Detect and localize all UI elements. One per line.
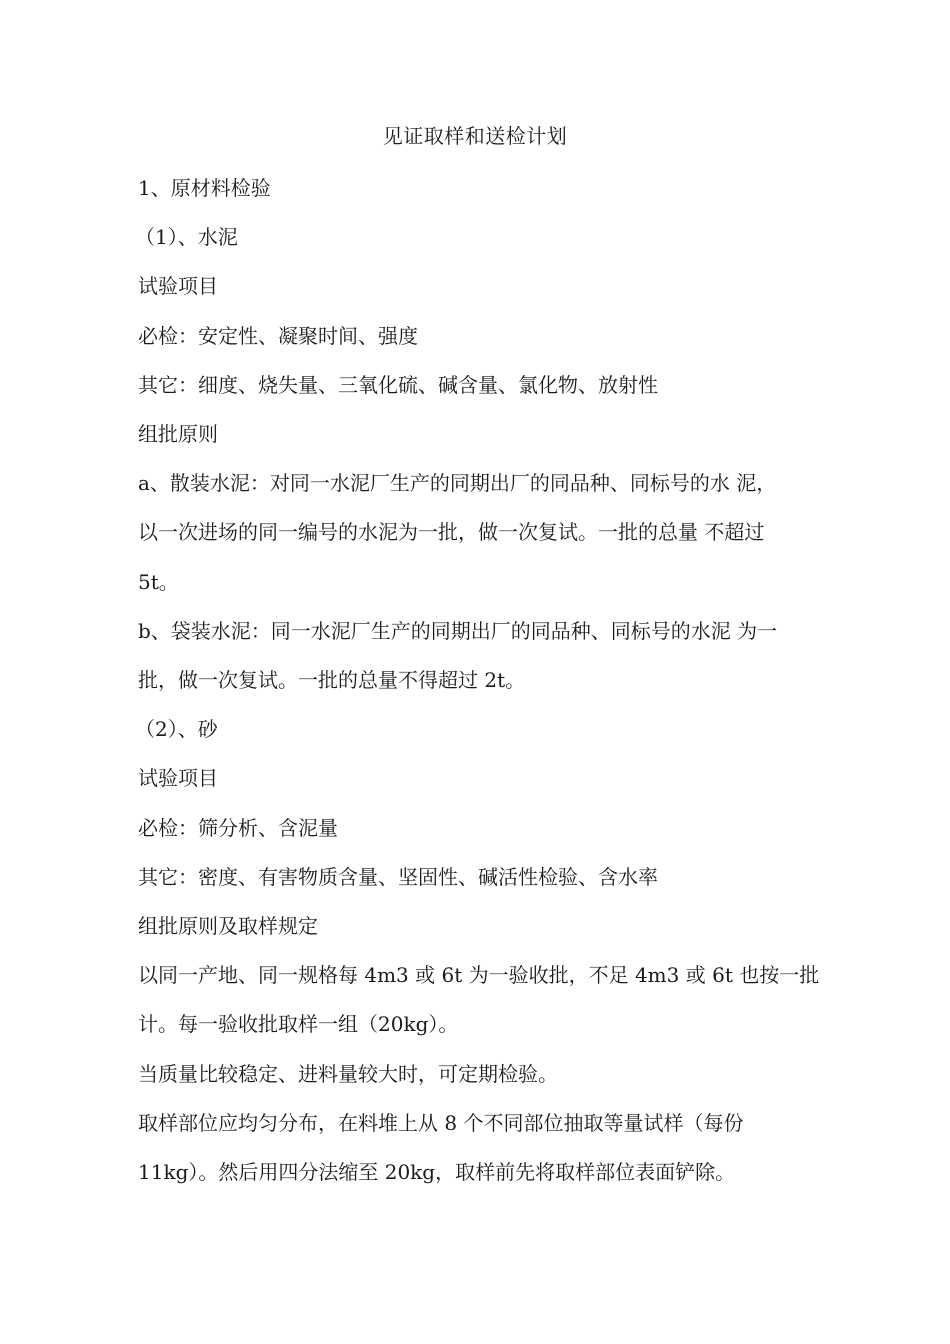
paragraph-line: 试验项目: [138, 766, 218, 791]
paragraph-line: 其它：密度、有害物质含量、坚固性、碱活性检验、含水率: [138, 864, 658, 889]
paragraph-line: 批，做一次复试。一批的总量不得超过 2t。: [138, 668, 526, 693]
paragraph-line: 11kg）。然后用四分法缩至 20kg，取样前先将取样部位表面铲除。: [138, 1160, 736, 1185]
paragraph-line: 当质量比较稳定、进料量较大时，可定期检验。: [138, 1061, 558, 1086]
subsection-heading: （1）、水泥: [135, 225, 238, 250]
paragraph-line: a、散装水泥：对同一水泥厂生产的同期出厂的同品种、同标号的水 泥，: [138, 471, 777, 496]
paragraph-line: 5t。: [138, 569, 179, 594]
paragraph-line: 组批原则: [138, 422, 218, 447]
section-heading: 1、原材料检验: [138, 176, 271, 200]
paragraph-line: 取样部位应均匀分布，在料堆上从 8 个不同部位抽取等量试样（每份: [138, 1110, 744, 1135]
paragraph-line: 必检：筛分析、含泥量: [138, 815, 338, 840]
paragraph-line: 必检：安定性、凝聚时间、强度: [138, 323, 418, 348]
paragraph-line: 其它：细度、烧失量、三氧化硫、碱含量、氯化物、放射性: [138, 372, 658, 397]
paragraph-line: b、袋装水泥：同一水泥厂生产的同期出厂的同品种、同标号的水泥 为一: [138, 618, 778, 643]
paragraph-line: 组批原则及取样规定: [138, 914, 318, 939]
paragraph-line: 试验项目: [138, 274, 218, 299]
paragraph-line: 以同一产地、同一规格每 4m3 或 6t 为一验收批，不足 4m3 或 6t 也按一批: [138, 963, 820, 988]
paragraph-line: 以一次进场的同一编号的水泥为一批，做一次复试。一批的总量 不超过: [138, 520, 765, 545]
subsection-heading: （2）、砂: [135, 717, 218, 742]
paragraph-line: 计。每一验收批取样一组（20kg）。: [138, 1012, 459, 1037]
document-body: [135, 164, 828, 1197]
document-title: 见证取样和送检计划: [382, 124, 568, 148]
